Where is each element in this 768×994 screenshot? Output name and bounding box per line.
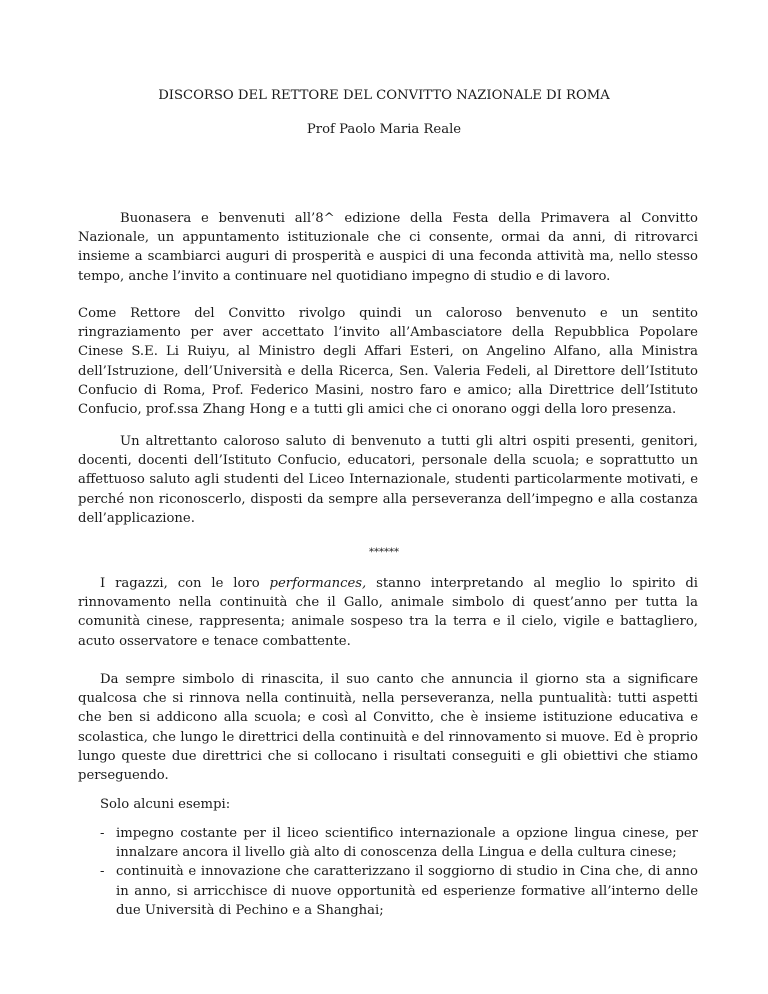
paragraph-thanks: Come Rettore del Convitto rivolgo quindi un caloroso benvenuto e un sentito ringraziamento per aver accettato l’invito all’Ambasciatore della Repubblica Popolare Cinese S.E. Li Ruiyu, al Ministro degli Affari Esteri, on Angelino Alfano, alla Ministra dell’Istruzione, dell’Università e della Ricerca, Sen. Valeria Fedeli, al Direttore dell’Istituto Confucio di Roma, Prof. Federico Masini, nostro faro e amico; alla Direttrice dell’Istituto Confucio, prof.ssa Zhang Hong e a tutti gli amici che ci onorano oggi della loro presenza. [78, 306, 698, 418]
paragraph-rooster-start: I ragazzi, con le loro [100, 576, 270, 591]
examples-list [78, 824, 698, 920]
document-title: DISCORSO DEL RETTORE DEL CONVITTO NAZIONALE DI ROMA [158, 88, 610, 103]
bullet-marker: - [100, 864, 105, 880]
list-item-text: continuità e innovazione che caratterizzano il soggiorno di studio in Cina che, di anno in anno, si arricchisce di nuove opportunità ed esperienze formative all’interno delle due Università di Pechino e a Shanghai; [116, 864, 698, 918]
section-separator: ****** [369, 547, 399, 558]
list-item [78, 824, 698, 862]
paragraph-rooster [78, 574, 698, 651]
paragraph-rooster-end: stanno interpretando al meglio lo spirito di rinnovamento nella continuità che il Gallo, animale simbolo di quest’anno per tutta la comunità cinese, rappresenta; animale sospeso tra la terra e il cielo, vigile e battagliero, acuto osservatore e tenace combattente. [78, 576, 699, 649]
paragraph-rooster-italic: performances, [269, 576, 367, 591]
paragraph-rebirth: Da sempre simbolo di rinascita, il suo canto che annuncia il giorno sta a significare qualcosa che si rinnova nella continuità, nella perseveranza, nella puntualità: tutti aspetti che ben si addicono alla scuola; e così al Convitto, che è insieme istituzione educativa e scolastica, che lungo le direttrici della continuità e del rinnovamento si muove. Ed è proprio lungo queste due direttrici che si collocano i risultati conseguiti e gli obiettivi che stiamo perseguendo. [78, 672, 698, 784]
bullet-marker: - [100, 826, 105, 841]
document-author: Prof Paolo Maria Reale [306, 122, 462, 137]
paragraph-greetings: Un altrettanto caloroso saluto di benvenuto a tutti gli altri ospiti presenti, genitori, docenti, docenti dell’Istituto Confucio, educatori, personale della scuola; e soprattutto un affettuoso saluto agli studenti del Liceo Internazionale, studenti particolarmente motivati, e perché non riconoscerlo, disposti da sempre alla perseveranza dell’impegno e alla costanza dell’applicazione. [78, 434, 698, 526]
list-item-text: impegno costante per il liceo scientifico internazionale a opzione lingua cinese, per innalzare ancora il livello già alto di conoscenza della Lingua e della cultura cinese; [116, 826, 698, 861]
paragraph-examples-intro: Solo alcuni esempi: [100, 797, 231, 812]
paragraph-welcome: Buonasera e benvenuti all’8^ edizione della Festa della Primavera al Convitto Nazionale, un appuntamento istituzionale che ci consente, ormai da anni, di ritrovarci insieme a scambiarci auguri di prosperità e auspici di una feconda attività ma, nello stesso tempo, anche l’invito a continuare nel quotidiano impegno di studio e di lavoro. [78, 211, 698, 284]
list-item [78, 862, 698, 920]
